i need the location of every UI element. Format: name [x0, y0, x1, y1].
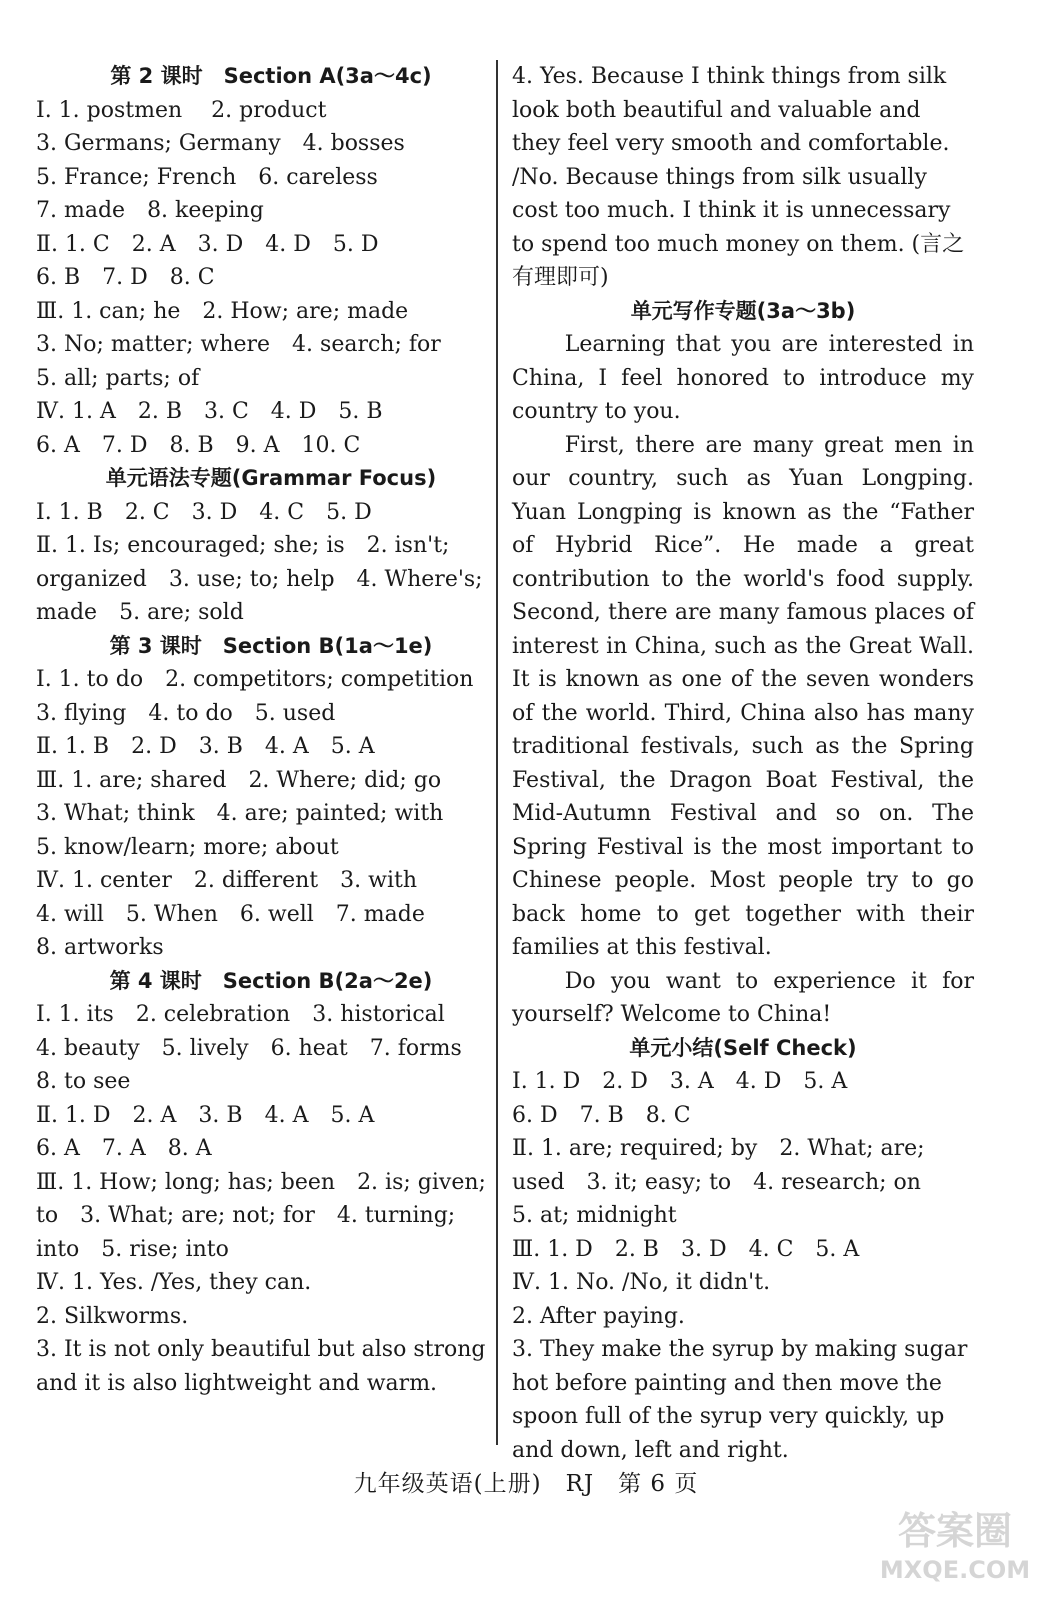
section-heading-grammar-focus: 单元语法专题(Grammar Focus) — [105, 466, 437, 490]
answer-line: Ⅱ. 1. Is; encouraged; she; is 2. isn't; — [36, 533, 450, 558]
answer-line: Ⅲ. 1. can; he 2. How; are; made — [36, 298, 409, 324]
answer-line: 2. After paying. — [512, 1303, 685, 1329]
answer-line: Ⅰ. 1. D 2. D 3. A 4. D 5. A — [512, 1069, 848, 1094]
section-heading-writing: 单元写作专题(3a～3b) — [630, 298, 856, 323]
answer-line: 3. Germans; Germany 4. bosses — [36, 131, 405, 156]
answer-line: 8. to see — [36, 1069, 131, 1094]
answer-line: Ⅰ. 1. postmen 2. product — [36, 97, 327, 123]
right-column — [512, 60, 974, 1467]
answer-line: Ⅰ. 1. B 2. C 3. D 4. C 5. D — [36, 499, 372, 525]
watermark-logo — [880, 1498, 1030, 1588]
answer-q3-paragraph: 3. They make the syrup by making sugar hot before painting and then move the spoon full of the syrup very quickly, up and down, left and right. — [512, 1337, 968, 1463]
answer-line: Ⅲ. 1. D 2. B 3. D 4. C 5. A — [512, 1236, 860, 1262]
left-column — [36, 60, 506, 1400]
lesson2-answers — [36, 94, 506, 463]
answer-line: 6. B 7. D 8. C — [36, 265, 215, 290]
answer-line: 4. beauty 5. lively 6. heat 7. forms — [36, 1035, 462, 1061]
answer-line: Ⅱ. 1. C 2. A 3. D 4. D 5. D — [36, 231, 379, 257]
answer-line: Ⅳ. 1. A 2. B 3. C 4. D 5. B — [36, 399, 383, 424]
watermark-sub-text: MXQE.COM — [880, 1556, 1030, 1584]
answer-line: made 5. are; sold — [36, 600, 244, 625]
answer-line: Ⅰ. 1. its 2. celebration 3. historical — [36, 1002, 445, 1027]
answer-line: 3. What; think 4. are; painted; with — [36, 801, 444, 826]
answer-line: 6. A 7. D 8. B 9. A 10. C — [36, 432, 361, 458]
answer-line: Ⅱ. 1. D 2. A 3. B 4. A 5. A — [36, 1102, 375, 1128]
answer-line: 8. artworks — [36, 935, 164, 960]
answer-line: Ⅲ. 1. How; long; has; been 2. is; given; — [36, 1169, 486, 1195]
lesson4-answers — [36, 998, 506, 1400]
answer-line: 5. know/learn; more; about — [36, 834, 339, 860]
answer-line: 6. A 7. A 8. A — [36, 1136, 212, 1161]
watermark-main-text: 答案圈 — [897, 1509, 1013, 1553]
page-footer: 九年级英语(上册) RJ 第 6 页 — [353, 1471, 699, 1497]
answer-line: Ⅱ. 1. are; required; by 2. What; are; — [512, 1136, 925, 1161]
section-heading-lesson3: 第 3 课时 Section B(1a～1e) — [109, 633, 433, 658]
answer-q4-paragraph: 4. Yes. Because I think things from silk look both beautiful and valuable and they feel very smooth and comfortable. /No. Because things from silk usually cost too much. I think it is unnecessary to spend too much money on them. (言之有理即可) — [512, 64, 965, 290]
answer-line: Ⅰ. 1. to do 2. competitors; competition — [36, 667, 474, 692]
answer-line: 3. flying 4. to do 5. used — [36, 700, 336, 726]
answer-line: 3. No; matter; where 4. search; for — [36, 332, 441, 357]
answer-line: 5. all; parts; of — [36, 365, 200, 391]
answer-line: Ⅱ. 1. B 2. D 3. B 4. A 5. A — [36, 734, 375, 759]
answer-line: Ⅲ. 1. are; shared 2. Where; did; go — [36, 767, 442, 793]
lesson3-answers — [36, 663, 506, 965]
answer-line: Ⅳ. 1. Yes. /Yes, they can. — [36, 1270, 312, 1295]
answer-line: and it is also lightweight and warm. — [36, 1370, 438, 1396]
section-heading-lesson2: 第 2 课时 Section A(3a～4c) — [110, 64, 432, 88]
answer-line: used 3. it; easy; to 4. research; on — [512, 1169, 921, 1195]
answer-line: organized 3. use; to; help 4. Where's; — [36, 566, 483, 592]
section-heading-lesson4: 第 4 课时 Section B(2a～2e) — [109, 968, 433, 993]
answer-line: 7. made 8. keeping — [36, 198, 264, 223]
answer-line: 2. Silkworms. — [36, 1303, 189, 1329]
answer-line: 5. at; midnight — [512, 1203, 677, 1228]
column-divider — [496, 60, 498, 1445]
grammar-answers — [36, 496, 506, 630]
section-heading-self-check: 单元小结(Self Check) — [629, 1035, 857, 1060]
writing-paragraph: Learning that you are interested in China, I feel honored to introduce my country to you. — [512, 332, 974, 424]
answer-line: 4. will 5. When 6. well 7. made — [36, 901, 425, 927]
answer-line: into 5. rise; into — [36, 1236, 229, 1262]
answer-line: to 3. What; are; not; for 4. turning; — [36, 1203, 456, 1228]
writing-paragraph: Do you want to experience it for yourself? Welcome to China! — [512, 968, 974, 1027]
answer-line: 5. France; French 6. careless — [36, 164, 378, 190]
writing-paragraph: First, there are many great men in our country, such as Yuan Longping. Yuan Longping is known as the “Father of Hybrid Rice”. He made a great contribution to the world's food supply. Second, there are many famous places of interest in China, such as the Great Wall. It is known as one of the seven wonders of the world. Third, China also has many traditional festivals, such as the Spring Festival, the Dragon Boat Festival, the Mid-Autumn Festival and so on. The Spring Festival is the most important to Chinese people. Most people try to go back home to get together with their families at this festival. — [512, 432, 974, 960]
answer-line: Ⅳ. 1. No. /No, it didn't. — [512, 1270, 771, 1295]
answer-line: 3. It is not only beautiful but also strong — [36, 1337, 486, 1362]
answer-line: 6. D 7. B 8. C — [512, 1102, 691, 1128]
answer-line: Ⅳ. 1. center 2. different 3. with — [36, 868, 417, 893]
self-check-answers — [512, 1065, 974, 1333]
